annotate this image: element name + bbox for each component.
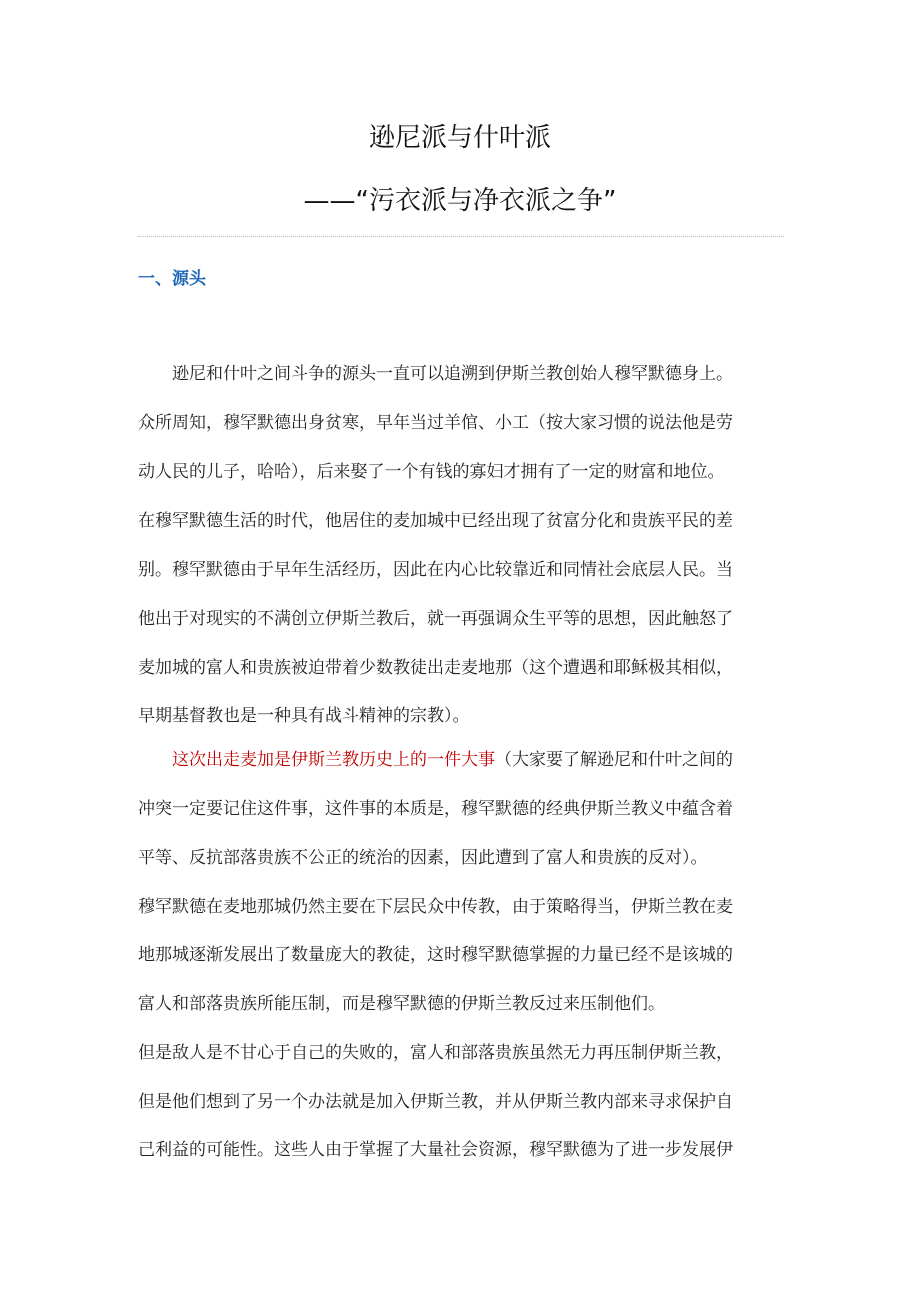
paragraph-line: 麦加城的富人和贵族被迫带着少数教徒出走麦地那（这个遭遇和耶稣极其相似， [138,658,733,678]
document-title: 逊尼派与什叶派 [368,123,551,153]
paragraph-line: 但是他们想到了另一个办法就是加入伊斯兰教，并从伊斯兰教内部来寻求保护自 [138,1092,733,1112]
section-heading: 一、源头 [138,269,206,289]
paragraph-line: 别。穆罕默德由于早年生活经历，因此在内心比较靠近和同情社会底层人民。当 [138,560,733,580]
paragraph-line: 穆罕默德在麦地那城仍然主要在下层民众中传教，由于策略得当，伊斯兰教在麦 [138,897,733,917]
paragraph-line: 他出于对现实的不满创立伊斯兰教后，就一再强调众生平等的思想，因此触怒了 [138,609,733,629]
paragraph-line: 逊尼和什叶之间斗争的源头一直可以追溯到伊斯兰教创始人穆罕默德身上。 [172,364,733,384]
paragraph-line: 在穆罕默德生活的时代，他居住的麦加城中已经出现了贫富分化和贵族平民的差 [138,511,733,531]
highlighted-text: 这次出走麦加是伊斯兰教历史上的一件大事 [172,750,495,770]
document-subtitle: ——“污衣派与净衣派之争” [303,186,617,216]
paragraph-line [172,747,733,773]
paragraph-line: 但是敌人是不甘心于自己的失败的，富人和部落贵族虽然无力再压制伊斯兰教， [138,1043,733,1063]
paragraph-line: 地那城逐渐发展出了数量庞大的教徒，这时穆罕默德掌握的力量已经不是该城的 [138,945,733,965]
paragraph-line: 早期基督教也是一种具有战斗精神的宗教）。 [138,706,470,726]
paragraph-text: （大家要了解逊尼和什叶之间的 [495,750,733,770]
title-divider [138,236,784,237]
paragraph-line: 己利益的可能性。这些人由于掌握了大量社会资源，穆罕默德为了进一步发展伊 [138,1140,733,1160]
paragraph-line: 平等、反抗部落贵族不公正的统治的因素，因此遭到了富人和贵族的反对）。 [138,848,708,868]
paragraph-line: 冲突一定要记住这件事，这件事的本质是，穆罕默德的经典伊斯兰教义中蕴含着 [138,799,733,819]
paragraph-line: 众所周知，穆罕默德出身贫寒，早年当过羊倌、小工（按大家习惯的说法他是劳 [138,413,733,433]
paragraph-line: 富人和部落贵族所能压制，而是穆罕默德的伊斯兰教反过来压制他们。 [138,994,665,1014]
paragraph-line: 动人民的儿子，哈哈），后来娶了一个有钱的寡妇才拥有了一定的财富和地位。 [138,462,725,482]
